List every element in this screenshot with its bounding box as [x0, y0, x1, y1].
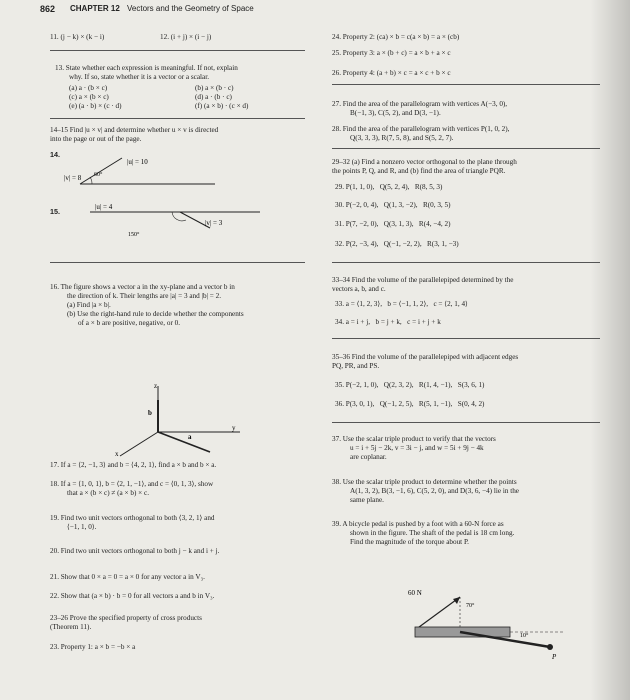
angle-label: 150° — [128, 232, 140, 238]
angle-arc — [90, 177, 92, 184]
angle-10-label: 10° — [520, 633, 529, 639]
divider — [332, 148, 600, 149]
figure-15 — [60, 200, 300, 250]
exercise-35-36-heading-2: PQ, PR, and PS. — [332, 362, 380, 370]
divider — [50, 50, 305, 51]
exercise-19-2: ⟨−1, 1, 0⟩. — [67, 523, 97, 531]
point-p — [547, 644, 553, 650]
exercise-16-line-1: 16. The figure shows a vector a in the xy-plane and a vector b in — [50, 283, 235, 291]
angle-70-label: 70° — [466, 603, 475, 609]
exercise-23-26-heading-2: (Theorem 11). — [50, 623, 92, 631]
force-arrow — [415, 597, 460, 630]
divider — [50, 262, 305, 263]
exercise-11: 11. (j − k) × (k − i) — [50, 33, 105, 41]
chapter-label: CHAPTER 12 — [70, 4, 120, 13]
exercise-13-f: (f) (a × b) · (c × d) — [195, 102, 249, 110]
exercise-27-2: B(−1, 3), C(5, 2), and D(3, −1). — [350, 109, 441, 117]
exercise-39: 39. A bicycle pedal is pushed by a foot with a 60-N force as — [332, 520, 504, 528]
figure-16 — [110, 380, 260, 460]
chapter-title: Vectors and the Geometry of Space — [127, 4, 254, 13]
vector-u — [80, 158, 122, 184]
exercise-16-b-2: of a × b are positive, negative, or 0. — [78, 319, 181, 327]
angle-label: 60° — [94, 172, 103, 178]
exercise-37: 37. Use the scalar triple product to verify that the vectors — [332, 435, 496, 443]
exercise-16-b: (b) Use the right-hand rule to decide whether the components — [67, 310, 244, 318]
exercise-14-15-heading: 14–15 Find |u × v| and determine whether u × v is directed — [50, 126, 219, 134]
exercise-18-2: that a × (b × c) ≠ (a × b) × c. — [67, 489, 150, 497]
exercise-27: 27. Find the area of the parallelogram with vertices A(−3, 0), — [332, 100, 508, 108]
exercise-22: 22. Show that (a × b) · b = 0 for all vectors a and b in V₃. — [50, 592, 215, 600]
exercise-38-2: A(1, 3, 2), B(3, −1, 6), C(5, 2, 0), and D(3, 6, −4) lie in the — [350, 487, 520, 495]
exercise-16-a: (a) Find |a × b|. — [67, 301, 111, 309]
divider — [332, 422, 600, 423]
exercise-37-2: u = i + 5j − 2k, v = 3i − j, and w = 5i + 9j − 4k — [350, 444, 484, 452]
exercise-35-36-heading: 35–36 Find the volume of the parallelepiped with adjacent edges — [332, 353, 519, 361]
exercise-13-c: (c) a × (b × c) — [69, 93, 109, 101]
figure-14-label: 14. — [50, 150, 60, 159]
y-label: y — [232, 424, 236, 432]
b-label: b — [148, 409, 152, 417]
exercise-32: 32. P(2, −3, 4), Q(−1, −2, 2), R(3, 1, −3) — [335, 240, 459, 248]
exercise-26: 26. Property 4: (a + b) × c = a × c + b × c — [332, 69, 451, 77]
x-axis — [120, 432, 158, 456]
divider — [332, 262, 600, 263]
exercise-28-2: Q(3, 3, 3), R(7, 5, 8), and S(5, 2, 7). — [350, 134, 454, 142]
a-label: a — [188, 433, 192, 441]
arrow-head — [453, 597, 460, 604]
exercise-29-32-heading: 29–32 (a) Find a nonzero vector orthogonal to the plane through — [332, 158, 517, 166]
vector-a — [158, 432, 210, 452]
exercise-36: 36. P(3, 0, 1), Q(−1, 2, 5), R(5, 1, −1), S(0, 4, 2) — [335, 400, 485, 408]
exercise-16-line-2: the direction of k. Their lengths are |a| = 3 and |b| = 2. — [67, 292, 222, 300]
force-label: 60 N — [408, 589, 422, 597]
exercise-37-3: are coplanar. — [350, 453, 387, 461]
exercise-23: 23. Property 1: a × b = −b × a — [50, 643, 136, 651]
exercise-21: 21. Show that 0 × a = 0 = a × 0 for any vector a in V₃. — [50, 573, 205, 581]
exercise-33: 33. a = ⟨1, 2, 3⟩, b = ⟨−1, 1, 2⟩, c = ⟨2, 1, 4⟩ — [335, 300, 468, 308]
exercise-28: 28. Find the area of the parallelogram with vertices P(1, 0, 2), — [332, 125, 510, 133]
exercise-39-3: Find the magnitude of the torque about P. — [350, 538, 469, 546]
divider — [332, 338, 600, 339]
exercise-23-26-heading: 23–26 Prove the specified property of cross products — [50, 614, 202, 622]
exercise-35: 35. P(−2, 1, 0), Q(2, 3, 2), R(1, 4, −1), S(3, 6, 1) — [335, 381, 485, 389]
exercise-24: 24. Property 2: (ca) × b = c(a × b) = a × (cb) — [332, 33, 460, 41]
exercise-13-d: (d) a · (b · c) — [195, 93, 232, 101]
page-shadow — [590, 0, 630, 700]
x-label: x — [115, 450, 119, 458]
exercise-13-text: 13. State whether each expression is meaningful. If not, explain — [55, 64, 238, 72]
exercise-17: 17. If a = ⟨2, −1, 3⟩ and b = ⟨4, 2, 1⟩, find a × b and b × a. — [50, 461, 217, 469]
exercise-13-a: (a) a · (b × c) — [69, 84, 108, 92]
exercise-31: 31. P(7, −2, 0), Q(3, 1, 3), R(4, −4, 2) — [335, 220, 451, 228]
angle-arc — [172, 212, 186, 221]
z-label: z — [154, 382, 158, 390]
exercise-18: 18. If a = ⟨1, 0, 1⟩, b = ⟨2, 1, −1⟩, and c = ⟨0, 1, 3⟩, show — [50, 480, 214, 488]
exercise-29-32-heading-2: the points P, Q, and R, and (b) find the area of triangle PQR. — [332, 167, 506, 175]
u-length: |u| = 10 — [127, 158, 148, 166]
exercise-20: 20. Find two unit vectors orthogonal to both j − k and i + j. — [50, 547, 220, 555]
exercise-13-e: (e) (a · b) × (c · d) — [69, 102, 122, 110]
exercise-38-3: same plane. — [350, 496, 384, 504]
exercise-29: 29. P(1, 1, 0), Q(5, 2, 4), R(8, 5, 3) — [335, 183, 443, 191]
exercise-38: 38. Use the scalar triple product to determine whether the points — [332, 478, 517, 486]
exercise-12: 12. (i + j) × (i − j) — [160, 33, 212, 41]
exercise-13-b: (b) a × (b · c) — [195, 84, 234, 92]
exercise-39-2: shown in the figure. The shaft of the pedal is 18 cm long. — [350, 529, 515, 537]
figure-39-pedal — [400, 575, 590, 665]
v-length: |v| = 3 — [205, 219, 223, 227]
divider — [50, 118, 305, 119]
page-number: 862 — [40, 4, 56, 14]
exercise-33-34-heading-2: vectors a, b, and c. — [332, 285, 386, 293]
exercise-25: 25. Property 3: a × (b + c) = a × b + a × c — [332, 49, 451, 57]
exercise-13-text-2: why. If so, state whether it is a vector or a scalar. — [69, 73, 210, 81]
divider — [332, 84, 600, 85]
exercise-14-15-heading-2: into the page or out of the page. — [50, 135, 142, 143]
exercise-19: 19. Find two unit vectors orthogonal to both ⟨3, 2, 1⟩ and — [50, 514, 215, 522]
exercise-34: 34. a = i + j, b = j + k, c = i + j + k — [335, 318, 441, 326]
figure-15-label: 15. — [50, 207, 60, 216]
p-label: P — [552, 653, 557, 661]
exercise-30: 30. P(−2, 0, 4), Q(1, 3, −2), R(0, 3, 5) — [335, 201, 451, 209]
u-length: |u| = 4 — [95, 203, 113, 211]
figure-14 — [60, 152, 280, 197]
exercise-33-34-heading: 33–34 Find the volume of the parallelepiped determined by the — [332, 276, 514, 284]
v-length: |v| = 8 — [64, 174, 82, 182]
